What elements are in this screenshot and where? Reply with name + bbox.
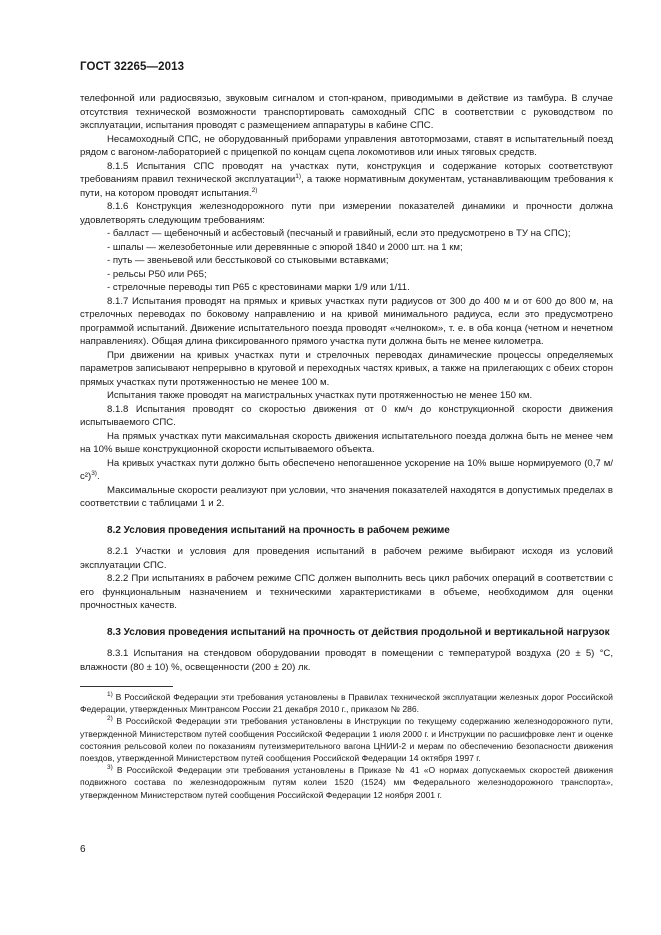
footnote-1: [80, 691, 613, 715]
clause-text: , а также нормативным документам, устанавливающим требования к пути, на котором проводят испытания.: [80, 174, 613, 199]
paragraph: [80, 457, 613, 484]
list-item: - рельсы Р50 или Р65;: [107, 268, 207, 280]
footnote-mark: 2): [107, 715, 113, 723]
paragraph: телефонной или радиосвязью, звуковым сигналом и стоп-краном, приводимыми в действие из тамбура. В случае отсутствия технической возможности транспортировать самоходный СПС в соответствии с руководством по эксплуатации, испытания проводят с размещением аппаратуры в кабине СПС.: [80, 93, 613, 131]
document-header: ГОСТ 32265—2013: [80, 61, 185, 73]
clause-8-1-5: [80, 160, 613, 201]
footnote-ref: 3): [91, 469, 97, 477]
footnote-ref: 2): [251, 186, 258, 194]
footnote-text: В Российской Федерации эти требования установлены в Инструкции по текущему содержанию железнодорожного пути, утвержденной Министерством путей сообщения Российской Федерации 1 июля 2000 г. и Инструкции по расшифровке лент и оценке состояния рельсовой колеи по показаниям путеизмерительного вагона ЦНИИ-2 и мерам по обеспечению безопасности движения поездов, утвержденной Министерством путей сообщения Российской Федерации 14 октября 1997 г.: [80, 716, 613, 764]
list-item: - шпалы — железобетонные или деревянные с эпюрой 1840 и 2000 шт. на 1 км;: [107, 241, 463, 253]
paragraph: На прямых участках пути максимальная скорость движения испытательного поезда должна быть не менее чем на 10% выше конструкционной скорости испытываемого объекта.: [80, 430, 613, 455]
clause-text: .: [96, 471, 100, 482]
section-heading-8-2: 8.2 Условия проведения испытаний на прочность в рабочем режиме: [107, 524, 450, 536]
list-item: - путь — звеньевой или бесстыковой со стыковыми вставками;: [107, 255, 389, 266]
list-item: - стрелочные переводы тип Р65 с крестовинами марки 1/9 или 1/11.: [107, 282, 410, 293]
footnote-mark: 1): [107, 691, 113, 699]
footnote-divider: [80, 686, 173, 687]
section-heading-8-3: 8.3 Условия проведения испытаний на прочность от действия продольной и вертикальной нагрузок: [107, 626, 610, 638]
clause-8-3-1: 8.3.1 Испытания на стендовом оборудовании проводят в помещении с температурой воздуха (20 ± 5) °С, влажности (80 ± 10) %, освещенности (200 ± 20) лк.: [80, 648, 613, 673]
clause-8-1-7: 8.1.7 Испытания проводят на прямых и кривых участках пути радиусов от 300 до 400 м и от 600 до 800 м, на стрелочных переводах по боковому направлению и на кривой минимального радиуса, если это предусмотрено программой испытаний. Движение испытательного поезда проводят «челноком», т. е. в оба конца (четном и нечетном направлениях). Общая длина фиксированного прямого участка пути должна быть не менее километра.: [80, 295, 613, 347]
clause-text: 8.1.5 Испытания СПС проводят на участках пути, конструкция и содержание которых соответствуют требованиям правил технической эксплуатации: [80, 160, 613, 185]
footnote-3: [80, 764, 613, 801]
page-number: 6: [80, 844, 86, 855]
clause-8-2-1: 8.2.1 Участки и условия для проведения испытаний в рабочем режиме выбирают исходя из условий эксплуатации СПС.: [80, 546, 613, 571]
footnote-text: В Российской Федерации эти требования установлены в Приказе № 41 «О нормах допускаемых скоростей движения подвижного состава по железнодорожным путям колеи 1520 (1524) мм Федерального железнодорожного транспорта», утвержденном Министерством путей сообщения Российской Федерации 12 ноября 2001 г.: [80, 765, 613, 800]
clause-8-2-2: 8.2.2 При испытаниях в рабочем режиме СПС должен выполнить весь цикл рабочих операций в соответствии с его функциональным назначением и техническими характеристиками в объеме, необходимом для оценки прочностных качеств.: [80, 573, 613, 611]
footnote-2: [80, 715, 613, 764]
paragraph: Несамоходный СПС, не оборудованный приборами управления автотормозами, ставят в испытательный поезд рядом с вагоном-лабораторией с прицепкой по концам сцепа локомотивов или иных тяговых средств.: [80, 133, 613, 158]
footnote-text: В Российской Федерации эти требования установлены в Правилах технической эксплуатации железных дорог Российской Федерации, утвержденных Минтрансом России 21 декабря 2010 г., приказом № 286.: [80, 692, 613, 715]
footnote-mark: 3): [107, 764, 113, 772]
clause-8-1-8: 8.1.8 Испытания проводят со скоростью движения от 0 км/ч до конструкционной скорости движения испытываемого СПС.: [80, 403, 613, 428]
footnote-ref: 1): [295, 172, 302, 180]
list-item: - балласт — щебеночный и асбестовый (песчаный и гравийный, если это предусмотрено в ТУ на СПС);: [107, 228, 571, 239]
paragraph: Максимальные скорости реализуют при условии, что значения показателей находятся в допустимых пределах в соответствии с таблицами 1 и 2.: [80, 484, 613, 509]
paragraph: Испытания также проводят на магистральных участках пути протяженностью не менее 150 км.: [107, 390, 533, 401]
document-body: [80, 92, 613, 801]
clause-8-1-6: 8.1.6 Конструкция железнодорожного пути при измерении показателей динамики и прочности должна удовлетворять следующим требованиям:: [80, 201, 613, 226]
clause-text: На кривых участках пути должно быть обеспечено непогашенное ускорение на 10% выше нормируемого (0,7 м/с²): [80, 457, 613, 482]
paragraph: При движении на кривых участках пути и стрелочных переводах динамические процессы определяемых параметров записывают непрерывно в круговой и переходных частях кривых, а также на прилегающих с обеих сторон прямых участках пути протяженностью не менее 100 м.: [80, 349, 613, 388]
